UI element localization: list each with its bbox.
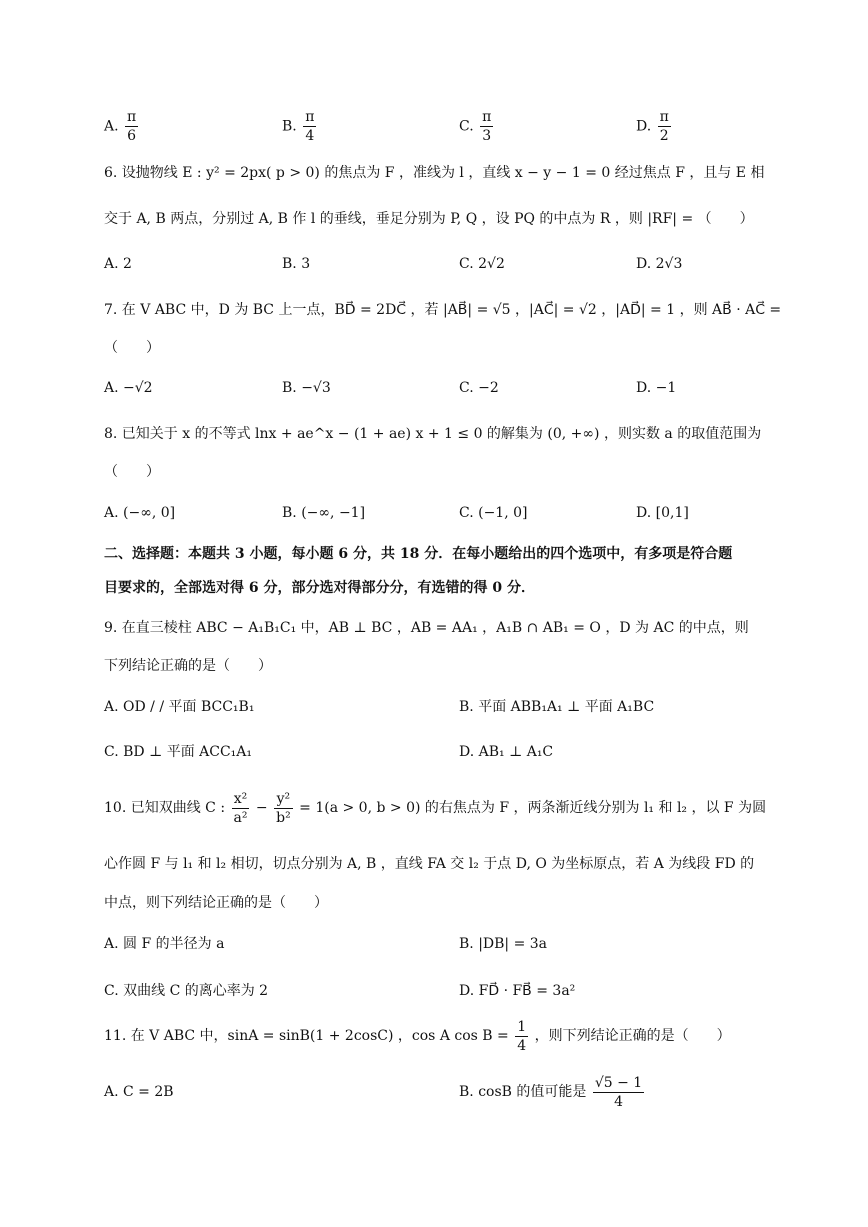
q6-option-c: C. 2√2 — [459, 256, 505, 272]
q8-option-a: A. (−∞, 0] — [104, 505, 176, 521]
frac-den: 4 — [517, 1037, 527, 1054]
q10-option-a: A. 圆 F 的半径为 a — [104, 936, 225, 952]
q7-option-d: D. −1 — [636, 380, 677, 396]
q8-line-1: 8. 已知关于 x 的不等式 lnx + ae^x − (1 + ae) x + 1 ≤ 0 的解集为 (0, +∞) ，则实数 a 的取值范围为 — [104, 426, 762, 442]
frac-den: 4 — [614, 1093, 623, 1110]
q5-option-a-fraction — [125, 108, 138, 145]
q8-line-2: （ ） — [104, 464, 160, 480]
q9-line-1: 9. 在直三棱柱 ABC − A₁B₁C₁ 中，AB ⊥ BC ，AB = AA₁ ，A₁B ∩ AB₁ = O ，D 为 AC 的中点，则 — [104, 620, 749, 636]
q7-line-2: （ ） — [104, 340, 160, 356]
q11-option-a: A. C = 2B — [104, 1084, 174, 1100]
q11-fraction — [515, 1018, 528, 1055]
section-2-heading-line-2: 目要求的，全部选对得 6 分，部分选对得部分分，有选错的得 0 分． — [104, 580, 535, 596]
q5-option-b — [282, 108, 318, 145]
q10-option-c: C. 双曲线 C 的离心率为 2 — [104, 983, 269, 999]
q11-line-1 — [104, 1016, 731, 1056]
frac-num: 1 — [517, 1018, 527, 1035]
q10-line-2: 心作圆 F 与 l₁ 和 l₂ 相切，切点分别为 A, B ，直线 FA 交 l₂ 于点 D, O 为坐标原点，若 A 为线段 FD 的 — [104, 856, 755, 872]
q5-option-a-label: A. — [104, 118, 119, 135]
q7-option-b: B. −√3 — [282, 380, 331, 396]
q6-line-2: 交于 A, B 两点，分别过 A, B 作 l 的垂线，垂足分别为 P, Q ，设 PQ 的中点为 R ，则 |RF| = （ ） — [104, 211, 754, 227]
q6-option-b: B. 3 — [282, 256, 311, 272]
q10-option-d: D. FD⃗ · FB⃗ = 3a² — [459, 983, 576, 999]
q9-option-c: C. BD ⊥ 平面 ACC₁A₁ — [104, 744, 253, 760]
q11-option-b-fraction — [593, 1074, 644, 1111]
q8-option-d: D. [0,1] — [636, 505, 689, 521]
q10-line-3: 中点，则下列结论正确的是（ ） — [104, 895, 328, 911]
q11-option-b — [459, 1072, 646, 1112]
q11-option-b-prefix: B. cosB 的值可能是 — [459, 1084, 587, 1100]
q10-option-b: B. |DB| = 3a — [459, 936, 548, 952]
q10-prefix: 10. 已知双曲线 C : — [104, 800, 226, 816]
q5-option-a — [104, 108, 140, 145]
q10-suffix: = 1(a > 0, b > 0) 的右焦点为 F ，两条渐近线分别为 l₁ 和 l₂ ，以 F 为圆 — [299, 800, 767, 816]
q10-line-1 — [104, 788, 766, 828]
q10-fraction-x — [232, 790, 250, 827]
frac-den: 6 — [127, 128, 137, 144]
q6-option-d: D. 2√3 — [636, 256, 683, 272]
q9-line-2: 下列结论正确的是（ ） — [104, 658, 272, 674]
q5-option-d-fraction — [658, 108, 671, 145]
frac-den: 2 — [659, 128, 669, 144]
q5-option-d-label: D. — [636, 118, 652, 135]
q7-option-c: C. −2 — [459, 380, 499, 396]
frac-num: y² — [274, 790, 293, 809]
frac-den: a² — [233, 809, 248, 826]
q5-option-b-fraction — [303, 108, 316, 145]
q9-option-d: D. AB₁ ⊥ A₁C — [459, 744, 554, 760]
q11-suffix: ，则下列结论正确的是（ ） — [534, 1028, 731, 1044]
q8-option-b: B. (−∞, −1] — [282, 505, 366, 521]
q10-fraction-y — [274, 790, 293, 827]
q8-option-c: C. (−1, 0] — [459, 505, 528, 521]
q9-option-b: B. 平面 ABB₁A₁ ⊥ 平面 A₁BC — [459, 699, 655, 715]
frac-den: 4 — [305, 128, 315, 144]
q5-option-b-label: B. — [282, 118, 297, 135]
q11-prefix: 11. 在 V ABC 中，sinA = sinB(1 + 2cosC) ，cos A cos B = — [104, 1028, 509, 1044]
frac-num: π — [305, 109, 315, 125]
q5-option-c-fraction — [480, 108, 493, 145]
frac-den: 3 — [482, 128, 492, 144]
q7-line-1: 7. 在 V ABC 中，D 为 BC 上一点，BD⃗ = 2DC⃗ ，若 |AB⃗| = √5 ，|AC⃗| = √2 ，|AD⃗| = 1 ，则 AB⃗ · AC⃗ = — [104, 302, 782, 318]
frac-num: √5 − 1 — [594, 1074, 643, 1091]
frac-num: π — [127, 109, 137, 125]
q7-option-a: A. −√2 — [104, 380, 153, 396]
q5-option-d — [636, 108, 673, 145]
frac-num: π — [482, 109, 492, 125]
q10-minus: − — [255, 800, 268, 816]
q5-option-c-label: C. — [459, 118, 474, 135]
frac-den: b² — [276, 809, 291, 826]
frac-num: π — [659, 109, 669, 125]
q6-option-a: A. 2 — [104, 256, 132, 272]
q6-line-1: 6. 设抛物线 E : y² = 2px( p > 0) 的焦点为 F ，准线为 l ，直线 x − y − 1 = 0 经过焦点 F ，且与 E 相 — [104, 165, 765, 181]
section-2-heading-line-1: 二、选择题：本题共 3 小题，每小题 6 分，共 18 分．在每小题给出的四个选项中，有多项是符合题 — [104, 546, 733, 562]
frac-num: x² — [232, 790, 250, 809]
q9-option-a: A. OD / / 平面 BCC₁B₁ — [104, 699, 255, 715]
q5-option-c — [459, 108, 495, 145]
